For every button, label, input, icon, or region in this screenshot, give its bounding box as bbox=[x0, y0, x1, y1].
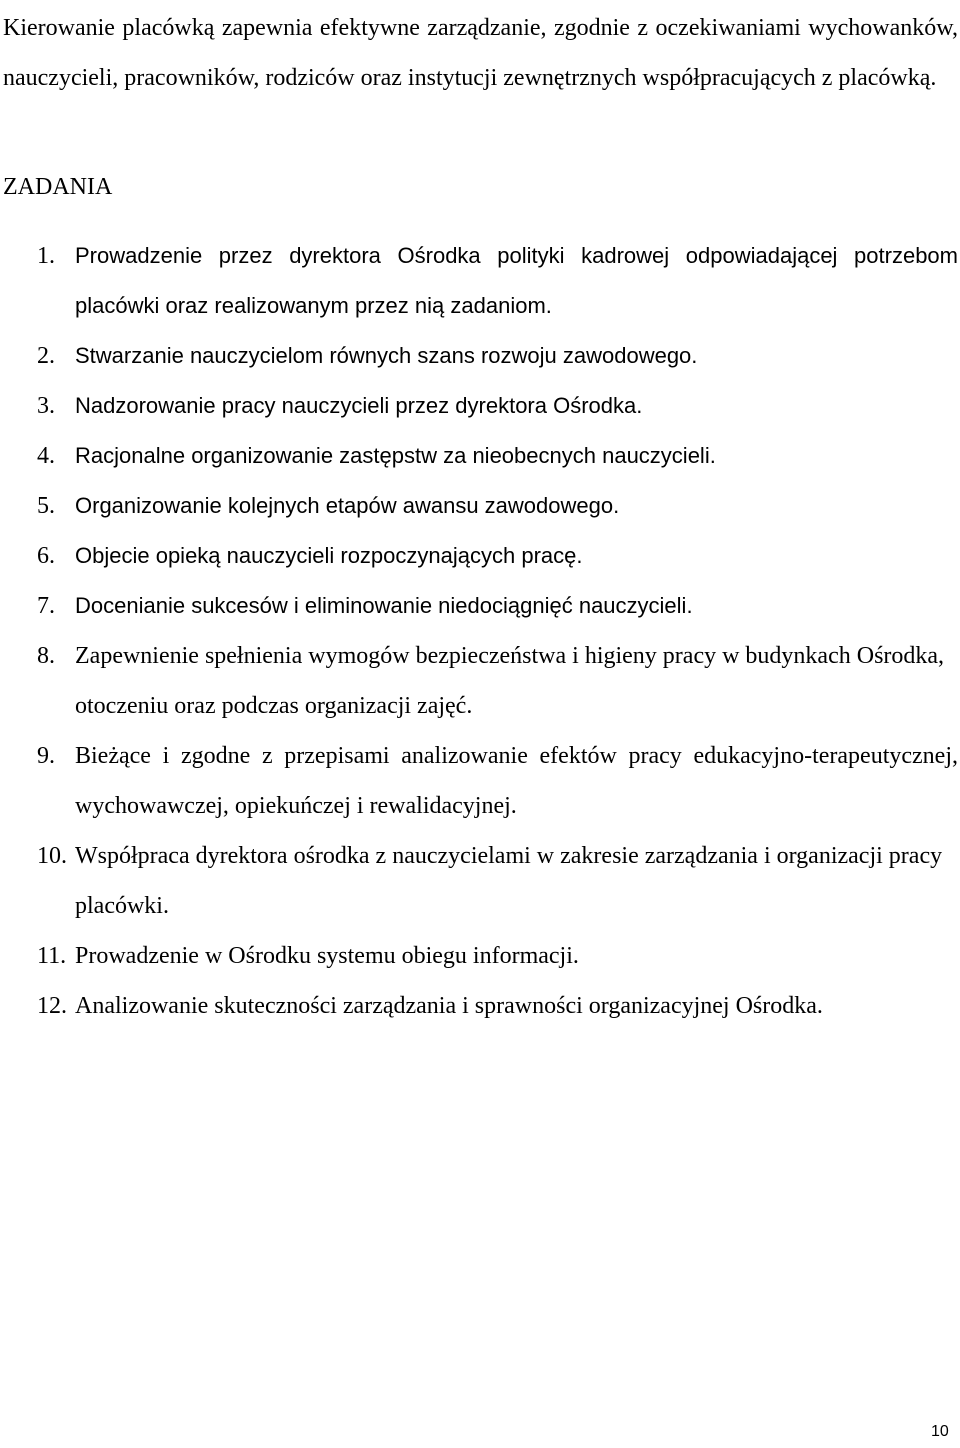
task-text: Prowadzenie przez dyrektora Ośrodka polityki kadrowej odpowiadającej potrzebom placówki oraz realizowanym przez nią zadaniom. bbox=[75, 243, 958, 318]
task-text: Docenianie sukcesów i eliminowanie niedociągnięć nauczycieli. bbox=[75, 593, 693, 618]
task-number: 4. bbox=[37, 443, 55, 469]
task-item bbox=[0, 731, 960, 831]
task-text: Stwarzanie nauczycielom równych szans rozwoju zawodowego. bbox=[75, 343, 698, 368]
task-text: Prowadzenie w Ośrodku systemu obiegu informacji. bbox=[75, 943, 579, 969]
task-text: Objecie opieką nauczycieli rozpoczynających pracę. bbox=[75, 543, 583, 568]
task-item bbox=[0, 531, 960, 581]
tasks-list bbox=[0, 231, 960, 1031]
task-item bbox=[0, 331, 960, 381]
task-text: Analizowanie skuteczności zarządzania i sprawności organizacyjnej Ośrodka. bbox=[75, 993, 823, 1019]
task-number: 7. bbox=[37, 593, 55, 619]
task-number: 12. bbox=[37, 993, 67, 1019]
task-item bbox=[0, 581, 960, 631]
task-item bbox=[0, 631, 960, 731]
task-number: 1. bbox=[37, 243, 55, 269]
tasks-heading: ZADANIA bbox=[3, 174, 113, 200]
task-text: Organizowanie kolejnych etapów awansu zawodowego. bbox=[75, 493, 620, 518]
task-item bbox=[0, 831, 960, 931]
page-number: 10 bbox=[931, 1423, 949, 1440]
intro-paragraph: Kierowanie placówką zapewnia efektywne zarządzanie, zgodnie z oczekiwaniami wychowanków, nauczycieli, pracowników, rodziców oraz instytucji zewnętrznych współpracujących z placówką. bbox=[3, 15, 958, 91]
task-text: Nadzorowanie pracy nauczycieli przez dyrektora Ośrodka. bbox=[75, 393, 643, 418]
task-item bbox=[0, 381, 960, 431]
task-text: Zapewnienie spełnienia wymogów bezpieczeństwa i higieny pracy w budynkach Ośrodka, otoczeniu oraz podczas organizacji zajęć. bbox=[75, 643, 945, 719]
task-number: 11. bbox=[37, 943, 67, 969]
task-number: 10. bbox=[37, 843, 67, 869]
task-number: 3. bbox=[37, 393, 55, 419]
task-item bbox=[0, 431, 960, 481]
task-item bbox=[0, 981, 960, 1031]
task-text: Racjonalne organizowanie zastępstw za nieobecnych nauczycieli. bbox=[75, 443, 716, 468]
task-number: 8. bbox=[37, 643, 55, 669]
task-number: 9. bbox=[37, 743, 55, 769]
task-item bbox=[0, 231, 960, 331]
task-item bbox=[0, 481, 960, 531]
task-number: 6. bbox=[37, 543, 55, 569]
task-text: Bieżące i zgodne z przepisami analizowanie efektów pracy edukacyjno-terapeutycznej, wychowawczej, opiekuńczej i rewalidacyjnej. bbox=[75, 743, 958, 819]
task-number: 5. bbox=[37, 493, 55, 519]
task-text: Współpraca dyrektora ośrodka z nauczycielami w zakresie zarządzania i organizacji pracy placówki. bbox=[75, 843, 943, 919]
task-item bbox=[0, 931, 960, 981]
task-number: 2. bbox=[37, 343, 55, 369]
